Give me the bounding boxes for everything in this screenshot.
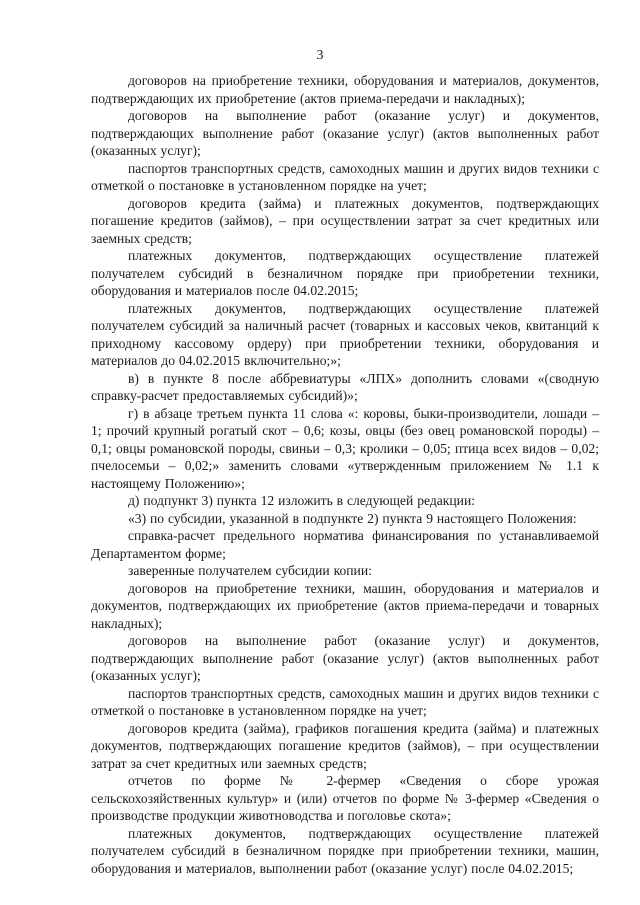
paragraph: договоров на приобретение техники, оборудования и материалов, документов, подтверждающих их приобретение (актов приема-передачи и накладных); bbox=[91, 73, 599, 106]
paragraph: в) в пункте 8 после аббревиатуры «ЛПХ» дополнить словами «(сводную справку-расчет предоставляемых субсидий)»; bbox=[91, 370, 599, 403]
paragraph: договоров на приобретение техники, машин, оборудования и материалов и документов, подтверждающих их приобретение (актов приема-передачи и товарных накладных); bbox=[91, 580, 599, 631]
paragraph: д) подпункт 3) пункта 12 изложить в следующей редакции: bbox=[128, 493, 476, 508]
paragraph: договоров на выполнение работ (оказание услуг) и документов, подтверждающих выполнение работ (оказание услуг) (актов выполненных работ (оказанных услуг); bbox=[91, 633, 599, 683]
paragraph: платежных документов, подтверждающих осуществление платежей получателем субсидий в безналичном порядке при приобретении техники, оборудования и материалов после 04.02.2015; bbox=[91, 248, 599, 298]
paragraph: г) в абзаце третьем пункта 11 слова «: коровы, быки-производители, лошади – 1; прочий крупный рогатый скот – 0,6; козы, овцы (без овец романовской породы) – 0,1; овцы романовской породы, свиньи – 0,3; кролики – 0,05; птица всех видов – 0,02; пчелосемьи – 0,02;» заменить словами «утвержденным приложением № 1.1 к настоящему Положению»; bbox=[91, 405, 599, 491]
paragraph: договоров на выполнение работ (оказание услуг) и документов, подтверждающих выполнение работ (оказание услуг) (актов выполненных работ (оказанных услуг); bbox=[91, 108, 599, 158]
paragraph: договоров кредита (займа) и платежных документов, подтверждающих погашение кредитов (займов), – при осуществлении затрат за счет кредитных или заемных средств; bbox=[91, 195, 599, 246]
document-body bbox=[91, 72, 599, 877]
paragraph: справка-расчет предельного норматива финансирования по устанавливаемой Департаментом форме; bbox=[91, 528, 599, 561]
paragraph: «3) по субсидии, указанной в подпункте 2) пункта 9 настоящего Положения: bbox=[128, 510, 577, 526]
paragraph: заверенные получателем субсидии копии: bbox=[128, 563, 372, 578]
paragraph: платежных документов, подтверждающих осуществление платежей получателем субсидий за наличный расчет (товарных и кассовых чеков, квитанций к приходному кассовому ордеру) при приобретении техники, оборудования и материалов до 04.02.2015 включительно;»; bbox=[91, 300, 599, 368]
page-number: 3 bbox=[316, 48, 324, 63]
paragraph: отчетов по форме № 2-фермер «Сведения о сборе урожая сельскохозяйственных культур» и (или) отчетов по форме № 3-фермер «Сведения о производстве продукции животноводства и поголовье скота»; bbox=[91, 773, 599, 823]
paragraph: паспортов транспортных средств, самоходных машин и других видов техники с отметкой о постановке в установленном порядке на учет; bbox=[91, 685, 599, 718]
paragraph: платежных документов, подтверждающих осуществление платежей получателем субсидий в безналичном порядке при приобретении техники, машин, оборудования и материалов, выполнении работ (оказание услуг) после 04.02.2015; bbox=[91, 825, 599, 876]
paragraph: договоров кредита (займа), графиков погашения кредита (займа) и платежных документов, подтверждающих погашение кредитов (займов), – при осуществлении затрат за счет кредитных или заемных средств; bbox=[91, 720, 599, 771]
paragraph: паспортов транспортных средств, самоходных машин и других видов техники с отметкой о постановке в установленном порядке на учет; bbox=[91, 160, 599, 193]
